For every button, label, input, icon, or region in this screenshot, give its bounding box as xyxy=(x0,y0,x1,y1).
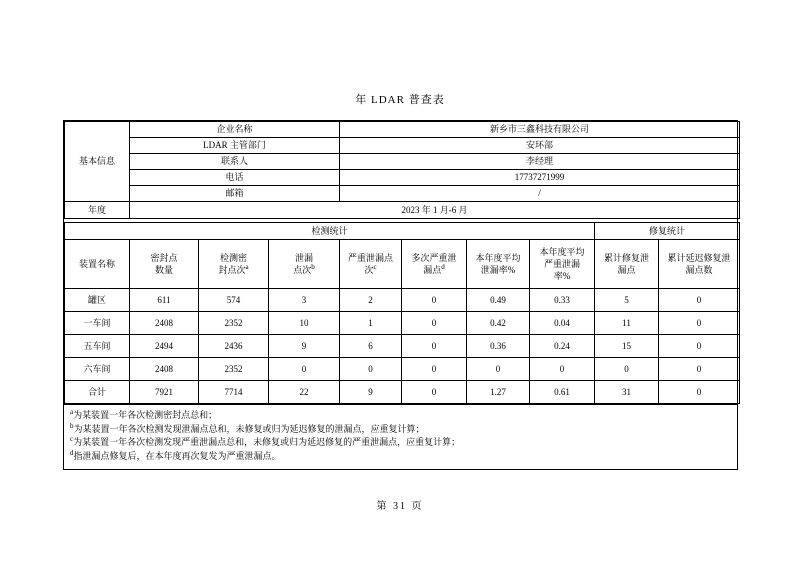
stat-value-cell: 0 xyxy=(340,358,402,381)
ldar-department-label: LDAR 主管部门 xyxy=(130,138,340,154)
stat-value-cell: 0 xyxy=(659,358,740,381)
company-name-value: 新乡市三鑫科技有限公司 xyxy=(340,122,740,138)
stat-value-cell: 574 xyxy=(199,289,269,312)
stat-value-cell: 7714 xyxy=(199,381,269,404)
stats-body xyxy=(65,289,740,404)
stat-value-cell: 0.49 xyxy=(467,289,530,312)
stat-value-cell: 0 xyxy=(659,381,740,404)
ldar-survey-table xyxy=(63,120,738,470)
phone-value: 17737271999 xyxy=(340,170,740,186)
column-header: 累计延迟修复泄 漏点数 xyxy=(659,240,740,289)
stat-value-cell: 2408 xyxy=(130,312,199,335)
device-name-cell: 六车间 xyxy=(65,358,130,381)
stats-table xyxy=(64,222,740,404)
stat-value-cell: 0 xyxy=(402,312,467,335)
ldar-department-value: 安环部 xyxy=(340,138,740,154)
column-header: 本年度平均 泄漏率% xyxy=(467,240,530,289)
column-header: 装置名称 xyxy=(65,240,130,289)
basic-info-table xyxy=(64,121,740,219)
year-row xyxy=(65,202,740,219)
stat-value-cell: 2 xyxy=(340,289,402,312)
stat-value-cell: 0 xyxy=(402,335,467,358)
phone-label: 电话 xyxy=(130,170,340,186)
year-value: 2023 年 1 月-6 月 xyxy=(130,202,740,219)
stat-value-cell: 9 xyxy=(269,335,340,358)
stat-value-cell: 0.33 xyxy=(530,289,595,312)
stat-value-cell: 3 xyxy=(269,289,340,312)
stat-value-cell: 7921 xyxy=(130,381,199,404)
column-header: 本年度平均 严重泄漏 率% xyxy=(530,240,595,289)
basic-info-row xyxy=(65,154,740,170)
stat-value-cell: 0 xyxy=(595,358,659,381)
company-name-label: 企业名称 xyxy=(130,122,340,138)
table-row xyxy=(65,289,740,312)
stat-value-cell: 2352 xyxy=(199,312,269,335)
basic-info-row xyxy=(65,122,740,138)
footnote-text: 指泄漏点修复后，在本年度再次复发为严重泄漏点。 xyxy=(73,450,281,461)
footnote-b xyxy=(70,423,731,437)
email-label: 邮箱 xyxy=(130,186,340,202)
basic-info-row xyxy=(65,186,740,202)
column-header: 泄漏 点次$^b$ xyxy=(269,240,340,289)
stat-value-cell: 5 xyxy=(595,289,659,312)
footnote-d xyxy=(70,450,731,464)
column-header: 检测密 封点次$^a$ xyxy=(199,240,269,289)
year-label: 年度 xyxy=(65,202,130,219)
basic-info-row xyxy=(65,170,740,186)
stat-value-cell: 0 xyxy=(659,335,740,358)
stat-value-cell: 2436 xyxy=(199,335,269,358)
stats-col-header-row xyxy=(65,240,740,289)
stat-value-cell: 11 xyxy=(595,312,659,335)
column-header: 密封点 数量 xyxy=(130,240,199,289)
stat-value-cell: 0 xyxy=(530,358,595,381)
footnote-sup: b xyxy=(70,421,74,430)
table-row xyxy=(65,312,740,335)
device-name-cell: 一车间 xyxy=(65,312,130,335)
stat-value-cell: 6 xyxy=(340,335,402,358)
footnote-c xyxy=(70,436,731,450)
table-row xyxy=(65,335,740,358)
stat-value-cell: 9 xyxy=(340,381,402,404)
repair-stats-group-header: 修复统计 xyxy=(595,223,740,240)
email-value: / xyxy=(340,186,740,202)
footnote-text: 为某装置一年各次检测密封点总和； xyxy=(73,410,218,420)
stat-value-cell: 15 xyxy=(595,335,659,358)
device-name-cell: 合计 xyxy=(65,381,130,404)
column-header: 多次严重泄 漏点$^d$ xyxy=(402,240,467,289)
stat-value-cell: 2494 xyxy=(130,335,199,358)
footnotes xyxy=(64,404,737,469)
detection-stats-group-header: 检测统计 xyxy=(65,223,595,240)
stat-value-cell: 0 xyxy=(659,312,740,335)
column-header: 累计修复泄 漏点 xyxy=(595,240,659,289)
device-name-cell: 罐区 xyxy=(65,289,130,312)
contact-person-label: 联系人 xyxy=(130,154,340,170)
stat-value-cell: 0 xyxy=(659,289,740,312)
stat-value-cell: 611 xyxy=(130,289,199,312)
column-header: 严重泄漏点 次$^c$ xyxy=(340,240,402,289)
stat-value-cell: 0.61 xyxy=(530,381,595,404)
footnote-a xyxy=(70,409,731,423)
stat-value-cell: 1 xyxy=(340,312,402,335)
footnote-text: 为某装置一年各次检测发现泄漏点总和，未修复或归为延迟修复的泄漏点，应重复计算； xyxy=(73,423,425,434)
stat-value-cell: 2352 xyxy=(199,358,269,381)
stat-value-cell: 0 xyxy=(402,381,467,404)
footnote-sup: a xyxy=(70,408,74,416)
table-row xyxy=(65,381,740,404)
table-row xyxy=(65,358,740,381)
device-name-cell: 五车间 xyxy=(65,335,130,358)
stat-value-cell: 2408 xyxy=(130,358,199,381)
stat-value-cell: 0 xyxy=(467,358,530,381)
page-title: 年 LDAR 普查表 xyxy=(355,94,445,106)
stat-value-cell: 0 xyxy=(402,289,467,312)
stat-value-cell: 31 xyxy=(595,381,659,404)
stat-value-cell: 0.42 xyxy=(467,312,530,335)
stat-value-cell: 0 xyxy=(269,358,340,381)
group-header-row xyxy=(65,223,740,240)
page-number: 第 31 页 xyxy=(376,501,424,512)
stat-value-cell: 0.36 xyxy=(467,335,530,358)
stat-value-cell: 10 xyxy=(269,312,340,335)
contact-person-value: 李经理 xyxy=(340,154,740,170)
footnote-sup: c xyxy=(70,435,74,443)
stat-value-cell: 1.27 xyxy=(467,381,530,404)
basic-info-row xyxy=(65,138,740,154)
stat-value-cell: 0.24 xyxy=(530,335,595,358)
stat-value-cell: 22 xyxy=(269,381,340,404)
footnote-text: 为某装置一年各次检测发现严重泄漏点总和，未修复或归为延迟修复的严重泄漏点，应重复计算； xyxy=(73,437,461,447)
footnote-sup: d xyxy=(70,448,74,457)
stat-value-cell: 0.04 xyxy=(530,312,595,335)
stat-value-cell: 0 xyxy=(402,358,467,381)
basic-info-section-label: 基本信息 xyxy=(65,122,130,202)
